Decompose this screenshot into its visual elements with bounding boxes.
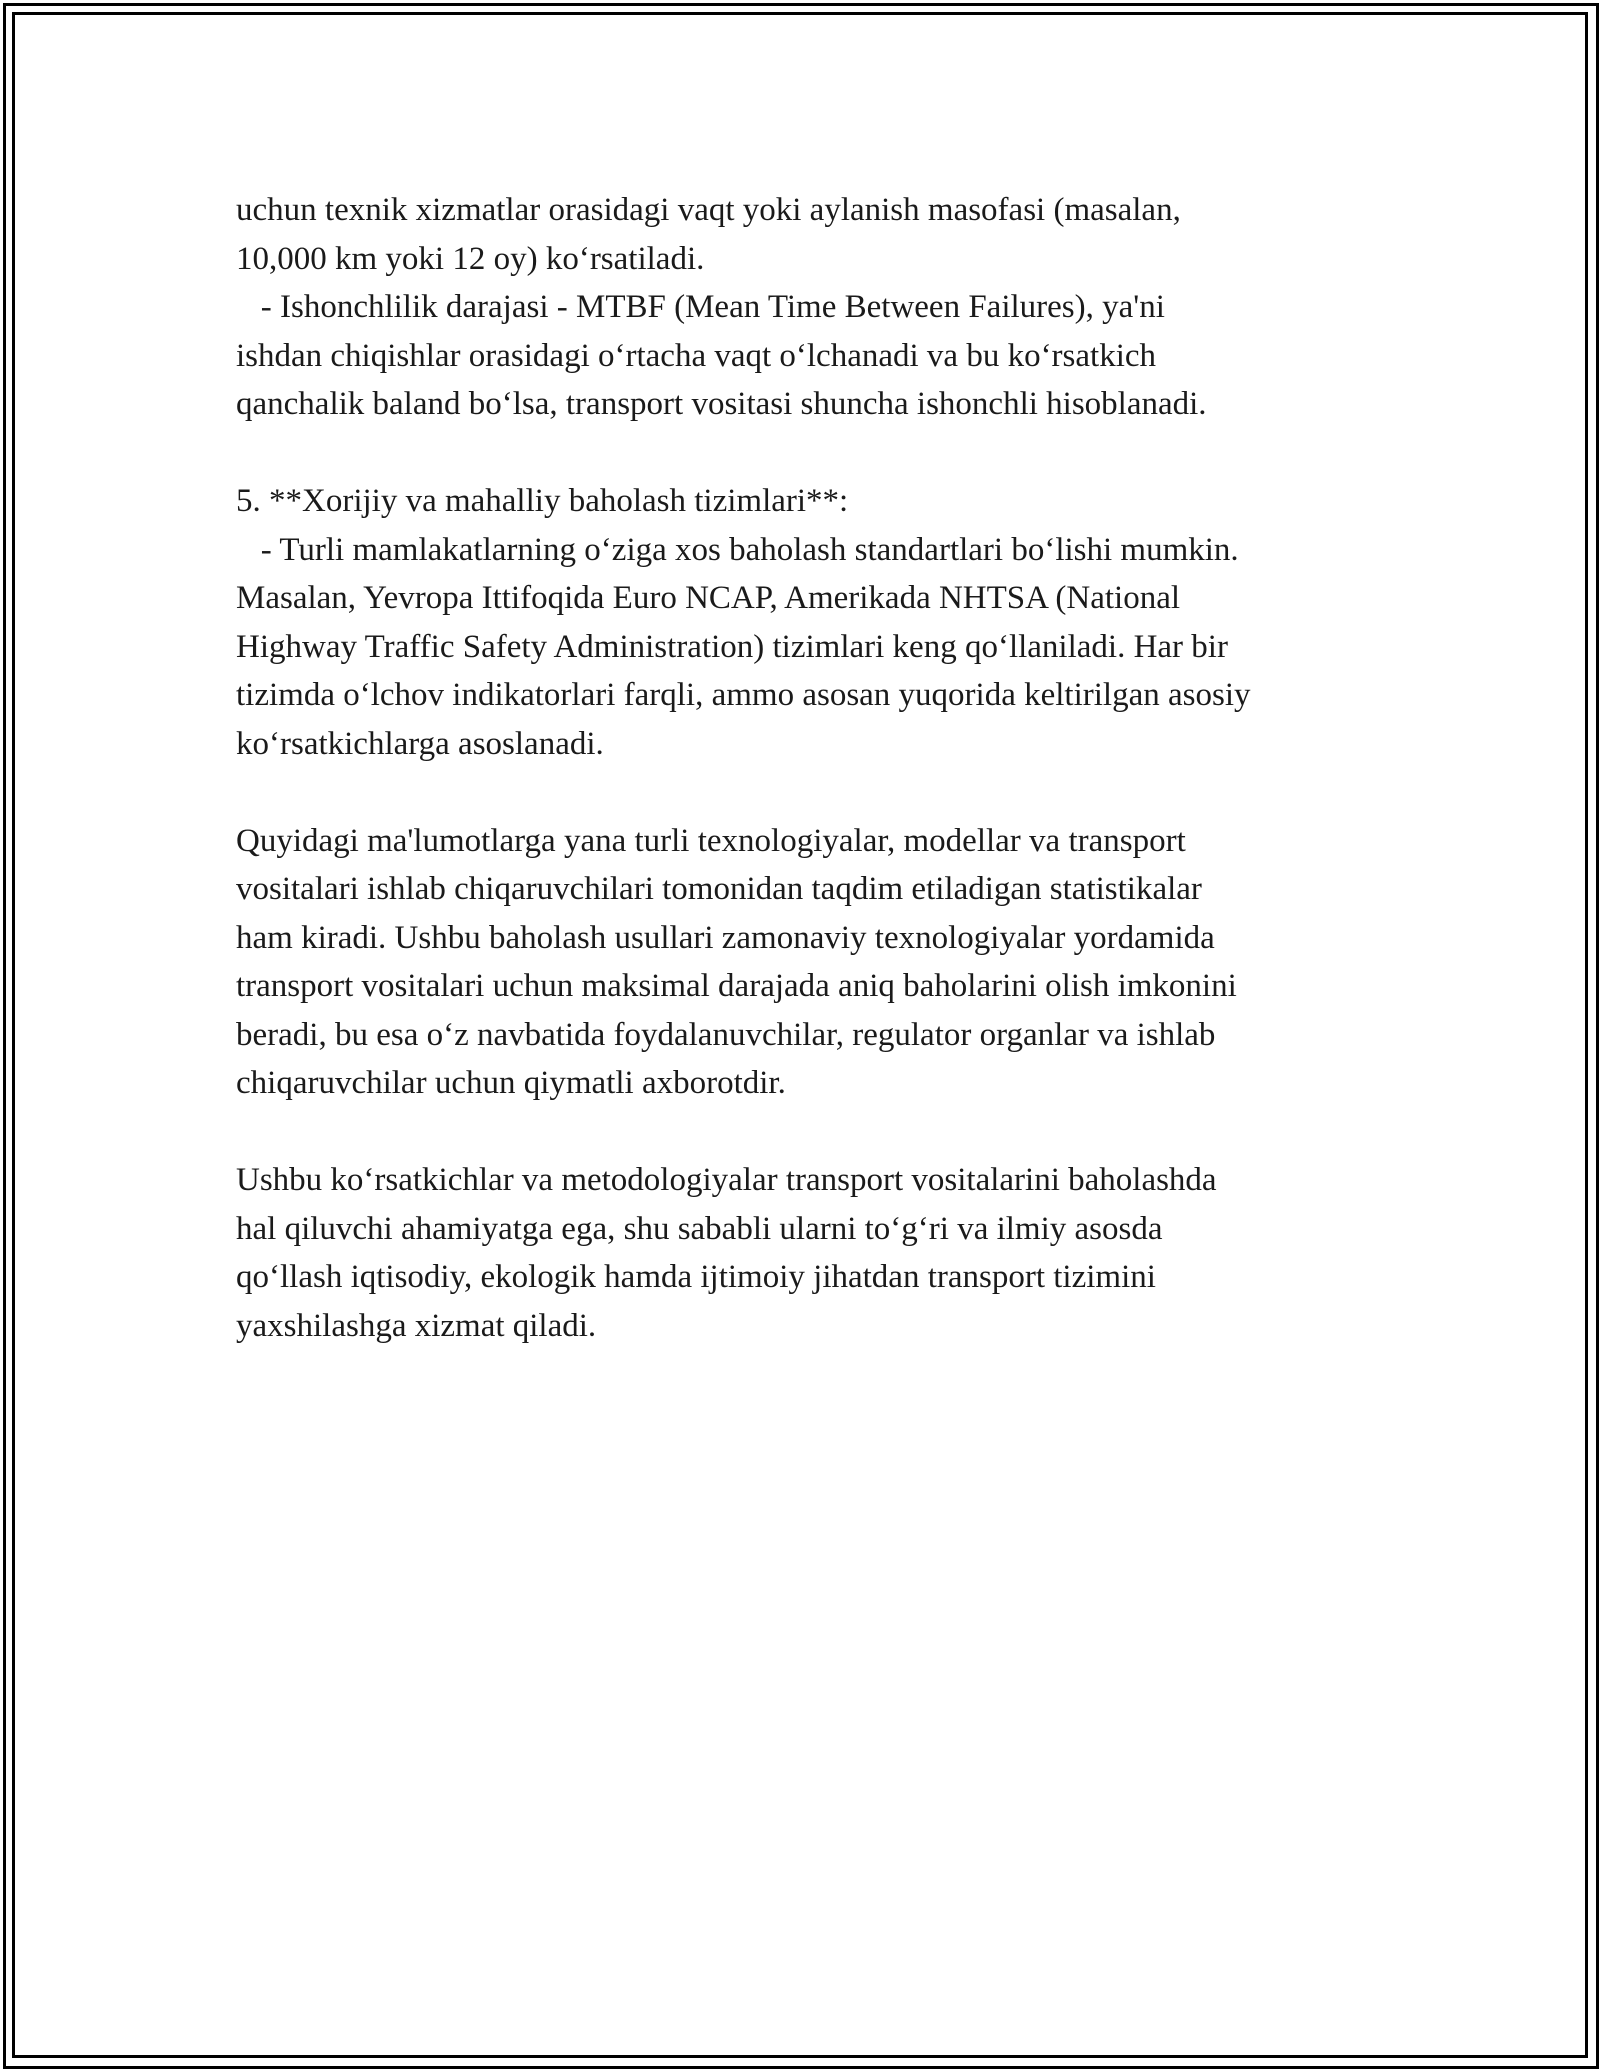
section-heading-line: 5. **Xorijiy va mahalliy baholash tizimlari**: (236, 483, 849, 519)
text-line: qoʻllash iqtisodiy, ekologik hamda ijtimoiy jihatdan transport tizimini (236, 1259, 1156, 1295)
text-line: koʻrsatkichlarga asoslanadi. (236, 725, 604, 762)
text-line: transport vositalari uchun maksimal darajada aniq baholarini olish imkonini (236, 968, 1237, 1004)
text-line: hal qiluvchi ahamiyatga ega, shu sababli ularni toʻgʻri va ilmiy asosda (236, 1210, 1163, 1247)
paragraph-spacer (236, 768, 1376, 817)
text-line: Ushbu koʻrsatkichlar va metodologiyalar transport vositalarini baholashda (236, 1162, 1217, 1198)
text-line: yaxshilashga xizmat qiladi. (236, 1307, 597, 1344)
text-line: beradi, bu esa oʻz navbatida foydalanuvchilar, regulator organlar va ishlab (236, 1016, 1216, 1053)
paragraph-spacer (236, 429, 1376, 478)
text-line: Masalan, Yevropa Ittifoqida Euro NCAP, Amerikada NHTSA (National (236, 580, 1181, 616)
text-line: ishdan chiqishlar orasidagi oʻrtacha vaqt oʻlchanadi va bu koʻrsatkich (236, 337, 1157, 374)
text-line: Highway Traffic Safety Administration) tizimlari keng qoʻllaniladi. Har bir (236, 628, 1228, 665)
paragraph-statistics (236, 817, 1376, 1108)
text-line: - Turli mamlakatlarning oʻziga xos baholash standartlari boʻlishi mumkin. (236, 531, 1239, 568)
paragraph-rating-systems (236, 477, 1376, 768)
text-line: tizimda oʻlchov indikatorlari farqli, ammo asosan yuqorida keltirilgan asosiy (236, 677, 1251, 713)
text-line: vositalari ishlab chiqaruvchilari tomonidan taqdim etiladigan statistikalar (236, 871, 1202, 907)
paragraph-conclusion (236, 1156, 1376, 1350)
paragraph-spacer (236, 1108, 1376, 1157)
text-line: chiqaruvchilar uchun qiymatli axborotdir. (236, 1065, 786, 1101)
text-line: 10,000 km yoki 12 oy) koʻrsatiladi. (236, 240, 705, 277)
text-line: Quyidagi ma'lumotlarga yana turli texnologiyalar, modellar va transport (236, 822, 1186, 859)
text-line: qanchalik baland boʻlsa, transport vositasi shuncha ishonchli hisoblanadi. (236, 386, 1207, 422)
text-line: - Ishonchlilik darajasi - MTBF (Mean Time Between Failures), ya'ni (236, 289, 1165, 325)
paragraph-maintenance-reliability (236, 186, 1376, 429)
text-line: ham kiradi. Ushbu baholash usullari zamonaviy texnologiyalar yordamida (236, 919, 1215, 956)
text-line: uchun texnik xizmatlar orasidagi vaqt yoki aylanish masofasi (masalan, (236, 192, 1181, 228)
document-body (236, 186, 1376, 1350)
